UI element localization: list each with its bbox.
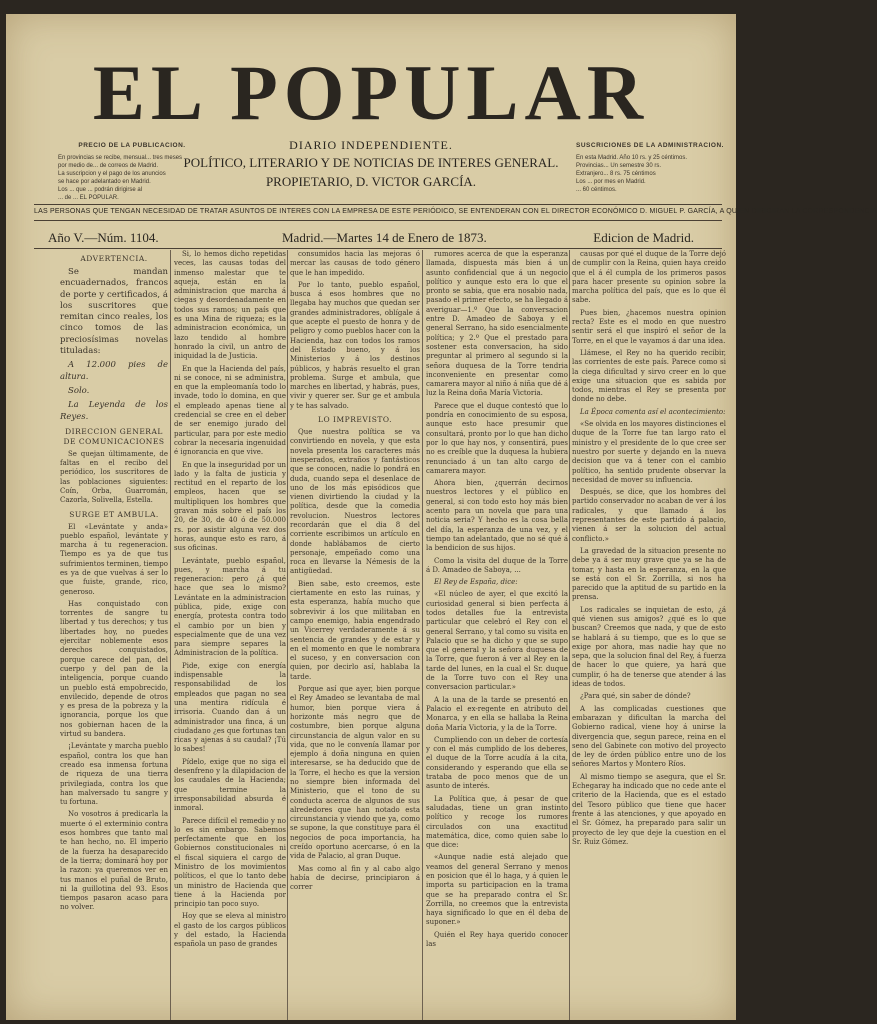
- divider: [34, 248, 722, 249]
- paragraph: El «Levántate y anda» pueblo español, levántate y marcha á tu regeneracion. Tiempo es ya de que tus sufrimientos terminen, tiempo es ya de que vuelvas á ser lo que fuiste, grande, rico, generoso.: [60, 522, 168, 596]
- paragraph: «El núcleo de ayer, el que excitó la curiosidad general si bien perfecta á todos detalles fue la entrevista particular que celebró el Rey con el general Serrano, y tal como su visita en Palacio que se ha dicho y que se supo que el general y la señora duquesa de la Torre, que fueron á ver al Rey en la tarde del lunes, en la cual el Sr. duque de la Torre tuvo con el Rey una conversacion particular.»: [426, 590, 568, 692]
- paragraph: Después, se dice, que los hombres del partido conservador no acaban de ver á los radicales, y que llamado á los representantes de este partido á palacio, vienen á ser la solucion del actual conflicto.»: [572, 488, 726, 543]
- paragraph: Parece difícil el remedio y no lo es sin embargo. Sabemos perfectamente que en los Gobiernos constitucionales ni el fiscal siquiera el cargo de Ministro de los movimientos políticos, el que lo tanto debe un ministro de Hacienda que tiene á la Hacienda por principio tan poco suyo.: [174, 816, 286, 909]
- novel-title: Solo.: [68, 385, 90, 396]
- price-line: En provincias se recibe, mensual... tres meses: [58, 154, 183, 161]
- paragraph: Porque así que ayer, bien porque el Rey Amadeo se levantaba de mal humor, bien porque viera á horizonte más negro que de costumbre, bien porque alguna circunstancia de algun valor en su vida, que no le convenía llamar por ejemplo á doña ninguna en quien interesarse, se ha deducido que de la Torre, el hecho es que la version no siempre bien informada del Ministerio, que el tono de su conducta acerca de algunos de sus alrededores que han notado esta circunstancia y viendo que ya, como se supone, la que constituye para él negocios de poca importancia, ha creído oportuno acercarse, ó en la vida de Palacio, al gran Duque.: [290, 685, 420, 861]
- paragraph: Los radicales se inquietan de esto, ¿á qué vienen sus amigos? ¿qué es lo que buscan? Creemos que nada, y que de esto se hablará á su tiempo, que es lo que se exige por ahora, mas nadie hay que no sepa, que la solucion final del Rey, á fuerza de hacer lo que quiere, ya hará que cumplir, ó ha de tenerse que atender á las ideas de todos.: [572, 605, 726, 689]
- paragraph: La Política que, á pesar de que saludadas, tiene un gran instinto político y recoge los rumores circulados con una exactitud matemática, dice, como quien sabe lo que dice:: [426, 794, 568, 850]
- divider: [34, 220, 722, 221]
- paragraph: Por lo tanto, pueblo español, busca á esos hombres que no llegaba hay muchos que quedan ser grandes administradores, oblígale á que acepte el puesto de honra y de peligro y como pueblos hacer con la Hacienda, haz con todos los ramos del Estado bueno, y á los Ministerios y á los destinos públicos, y habrás resuelto el gran problema. Surge et ambula, que marches en libertad, y habrás, pues, vivir y querer ser. Sur ge et ambula y te has salvado.: [290, 280, 420, 410]
- paragraph: Quién el Rey haya querido conocer las: [426, 930, 568, 949]
- column-rule: [287, 250, 288, 1020]
- paragraph: El Rey de España, dice:: [434, 578, 518, 587]
- paragraph: Bien sabe, esto creemos, este ciertamente en esto las ruinas, y esta esperanza, había mucho que sobrevivir á los que militaban en campo enemigo, habia engendrado un Vicerrey verdaderamente á su sentencia de grandes y de estar y en el momento en que le nombrara el suceso, y en conversacion con quien, por decirlo así, hablaba la tarde.: [290, 579, 420, 681]
- paragraph: Cumpliendo con un deber de cortesía y con el más cumplido de los deberes, el duque de la Torre acudía á la cita, considerando y esperando que ella se trataba de poco menos que de un asunto de interés.: [426, 735, 568, 791]
- paragraph: ¿Para qué, sin saber de dónde?: [580, 692, 691, 701]
- price-line: Los ... que ... podrán dirigirse al: [58, 187, 143, 194]
- price-box: [58, 142, 206, 202]
- advertencia-text: Se mandan encuadernados, francos de porte y certificados, á los suscritores que remitan cinco reales, los cinco tomos de las preciosísimas novelas tituladas:: [60, 266, 168, 357]
- issue-number: Año V.—Núm. 1104.: [48, 230, 159, 245]
- price-line: ... de ... EL POPULAR.: [58, 195, 119, 202]
- paragraph: En que la Hacienda del país, ni se conoce, ni se administra, en que la empleomanía todo lo invade, todo lo domina, en que el empleado apenas tiene al credencial se cree en el deber de ser enemigo jurado del particular, para por este medio cobrar la necesaria ingenuidad é ignorancia en que vive.: [174, 364, 286, 457]
- paragraph: Mas como al fin y al cabo algo había de decirse, principiaron á correr: [290, 864, 420, 892]
- paragraph: «Aunque nadie está alejado que veamos del general Serrano y menos en posicion que él lo haga, y á quien le importa su participacion en la trama que se ha preparado contra el Sr. Zorrilla, no creemos que la entrevista haya significado lo que en él deba de suponer.»: [426, 853, 568, 927]
- subscription-line: En esta Madrid. Año 10 rs. y 25 céntimos.: [576, 154, 688, 161]
- subscription-line: Provincias... Un semestre 30 rs.: [576, 162, 662, 169]
- paragraph: Ahora bien, ¿querrán decirnos nuestros lectores y el público en general, si con todo esto hoy más bien acento para un novela que para una noticia seria? Y hecho es la cosa bella del día, la esperanza de una vez, y el tiempo tan adelantado, que no sé qué á la bendicion de sus hijos.: [426, 479, 568, 553]
- paragraph: Llámese, el Rey no ha querido recibir, las corrientes de este país. Parece como si la ciega dificultad y sirvo creer en lo que exige una situacion que es sabida por todos, mientras el Rey se presenta por donde no debe.: [572, 348, 726, 404]
- issue-date: Madrid.—Martes 14 de Enero de 1873.: [282, 230, 487, 245]
- paragraph: Has conquistado con torrentes de sangre tu libertad y tus derechos; y tus libertades hoy, no puedes ejercitar noblemente esos derechos conquistados, porque carece del pan, del cuerpo y del pan de la inteligencia, porque cuando un pueblo está empobrecido, envilecido, depende de otros y es presa de la pobreza y la ignorancia, porque los que nos gobiernan hacen de la virtud su bandera.: [60, 599, 168, 739]
- paragraph: Hoy que se eleva al ministro el gasto de los cargos públicos y del estado, la Hacienda española un paso de grandes: [174, 912, 286, 949]
- price-line: por medio de... de correos de Madrid.: [58, 162, 159, 169]
- column-rule: [170, 250, 171, 1020]
- edition: Edicion de Madrid.: [593, 230, 694, 245]
- paragraph: Levántate, pueblo español, pues, y marcha á tu regeneracion: pero ¿á qué hace que sea lo mismo? Levántate en la administracion pública, pide, exige con energía, protesta contra todo el cambio por un bien y especialmente que de una vez para siempre separes la Administracion de la política.: [174, 556, 286, 658]
- column-rule: [422, 250, 423, 1020]
- paragraph: Pues bien, ¿hacemos nuestra opinion recta? Este es el modo en que nuestro sentir será el que inspiró el señor de la Torre, en el que le vayamos á dar una idea.: [572, 308, 726, 345]
- newspaper-page: [6, 14, 877, 1020]
- subscription-box-heading: SUSCRICIONES DE LA ADMINISTRACION.: [576, 142, 724, 149]
- paragraph: rumores acerca de que la esperanza llamada, dispuesta más bien á un asunto confidencial que á un negocio político y aunque esto era lo que el pronto se sabia, que era nosabio nada, pasado el primer efecto, se ha llegado á averiguar—1.º Que la conversacion entre D. Amadeo de Saboya y el general Serrano, ha sido esencialmente política; y 2.º Que el prestado para sostener esta conversacion, ha sido preguntar al primero al segundo si la señora duquesa de la Torre tendria inconveniente en presentar como camarera mayor al niño á niña que dé á luz la Reina doña María Victoria.: [426, 250, 568, 398]
- paragraph: A las complicadas cuestiones que embarazan y dificultan la marcha del Gobierno radical, viene hoy á unirse la divergencia que, segun parece, reina en el seno del Gabinete con motivo del proyecto de ley de órden público entre uno de los señores Martos y Montero Ríos.: [572, 704, 726, 769]
- correspondence-notice: LAS PERSONAS QUE TENGAN NECESIDAD DE TRATAR ASUNTOS DE INTERES CON LA EMPRESA DE ESTE PERIÓDICO, SE ENTENDERAN CON EL DIRECTOR ECONÓMICO D. MIGUEL P. GARCÍA, A QUIEN DIRIGIRAN LA CORRESPONDENCIA: [34, 208, 877, 215]
- paragraph: En que la inseguridad por un lado y la falta de justicia y rectitud en el reparto de los empleos, hacen que se multipliquen los hombres que gravan más sobre el país los 20, de 30, de 40 ó de 50.000 rs. por asistir alguna vez dos horas, aunque esto es raro, á sus oficinas.: [174, 460, 286, 553]
- subscription-box: [576, 142, 724, 194]
- subscription-line: Los ... por mes en Madrid.: [576, 179, 646, 186]
- paragraph: Pide, exige con energía indispensable la responsabilidad de los empleados que pagan no sea una mentira ridícula é irrisoria. Cuando dan á un administrador una finca, á un ciudadano ¿es que fortunas tan ricas y ajenas á su caudal? ¡Tú lo sabes!: [174, 661, 286, 754]
- heading-imprevisto: LO IMPREVISTO.: [318, 415, 392, 425]
- masthead-owner: PROPIETARIO, D. VICTOR GARCÍA.: [265, 174, 477, 189]
- subscription-line: Extranjero... 8 rs. 75 céntimos: [576, 170, 656, 177]
- paragraph: causas por qué el duque de la Torre dejó de cumplir con la Reina, quien haya creido que el á él cumpla de los primeros pasos para hacer presente su opinion sobre la marcha política del país, que es lo que él sabe.: [572, 250, 726, 305]
- paragraph: ¡Levántate y marcha pueblo español, contra los que han creado esa inmensa fortuna de riqueza de una tierra privilegiada, contra los que han malversado tu sangre y tu fortuna.: [60, 742, 168, 807]
- paragraph: Como la visita del duque de la Torre á D. Amadeo de Saboya, ...: [426, 556, 568, 574]
- column-rule: [569, 250, 570, 1020]
- paragraph: «Se olvida en los mayores distinciones el duque de la Torre fue tan largo rato el ministro y el presidente de lo que cree ser nuestro por suerte y dejando en la nueva decision que va á tener con el cambio político, ha sentido prudente observar la necesidad de mover su influencia.: [572, 420, 726, 484]
- paragraph: Que nuestra política se va convirtiendo en novela, y que esta novela presenta los caracteres más inesperados, extraños y fantásticos que se conocen, nadie lo pondrá en duda, cuando sepa el desenlace de uno de los más episódicos que vienen divirtiendo la ciudad y la política, desde que la comedia revolucion. Nuestros lectores recordarán que el dia 8 del corriente escribimos un artículo en donde hablábamos de cierto personaje, empeñado como una roca en llevarse la Némesis de la antigüedad.: [290, 428, 420, 576]
- paragraph: consumidos hacia las mejoras ó mercar las causas de todo género que le han impedido.: [290, 250, 420, 277]
- paragraph: Pídelo, exige que no siga el desenfreno y la dilapidacion de los caudales de la Hacienda; que termine la irresponsabilidad absurda é inmoral.: [174, 757, 286, 813]
- column-1: [60, 250, 168, 1020]
- paragraph: Al mismo tiempo se asegura, que el Sr. Echegaray ha indicado que no cede ante el criterio de la Hacienda, que es el estado del Tesoro público que tiene que hacer frente á las atenciones, y que apoyado en el Sr. Gómez, ha preparado para salir un proyecto de ley que deje la cuestion en el Sr. Ruiz Gómez.: [572, 772, 726, 846]
- paragraph: No vosotros á predicarla la muerte ó el exterminio contra esos hombres que tanto mal te han hecho, no. El imperio de la fuerza ha desaparecido de la tierra; dominará hoy por la razon: ya queremos ver en tus manos el puñal de Bruto, ni la guillotina del 93. Esos tiempos pasaron acaso para no volver.: [60, 810, 168, 912]
- paragraph: La gravedad de la situacion presente no debe ya á ser muy grave que ya se ha de tomar, y hasta en la esperanza, en la que se está con el Sr. Zorrilla, si nos ha parecido que la aptitud de su partido en la prensa.: [572, 546, 726, 602]
- paragraph: Si, lo hemos dicho repetidas veces, las causas todas del inmenso malestar que te aqueja, están en la administracion que marcha á ciegas y desordenadamente en todos sus ramos; un país que es una Mina de riqueza; es la administracion económica, un lazo tendido al hombre honrado la civil, un antro de iniquidad la de Justicia.: [174, 250, 286, 361]
- divider: [34, 204, 722, 205]
- paragraph: Se quejan últimamente, de faltas en el recibo del periódico, los suscritores de las poblaciones siguientes: Coín, Orba, Guarromán, Cazorla, Solivella, Estella.: [60, 449, 168, 505]
- price-box-heading: PRECIO DE LA PUBLICACION.: [78, 142, 186, 149]
- column-3: [290, 250, 420, 1020]
- paragraph: La Época comenta así el acontecimiento:: [580, 407, 726, 416]
- column-4: [426, 250, 568, 1020]
- novel-title: A 12.000 pies de altura.: [60, 360, 168, 382]
- price-line: La suscripcion y el pago de los anuncios: [58, 170, 166, 177]
- masthead-tagline: POLÍTICO, LITERARIO Y DE NOTICIAS DE INTERES GENERAL.: [183, 155, 559, 170]
- dateline: [34, 228, 722, 248]
- novel-title: La Leyenda de los Reyes.: [60, 400, 168, 422]
- subscription-line: ... 60 céntimos.: [576, 187, 617, 194]
- price-line: se hace por adelantado en Madrid.: [58, 179, 151, 186]
- masthead-title: EL POPULAR: [92, 49, 650, 136]
- column-5: [572, 250, 726, 1020]
- paragraph: A la una de la tarde se presentó en Palacio el ex-regente en atributo del Monarca, y en ella se hallaba la Reina doña María Victoria, y la de la Torre.: [426, 695, 568, 732]
- heading-surge: SURGE ET AMBULA.: [69, 509, 159, 519]
- column-2: [174, 250, 286, 1020]
- heading-comunicaciones: DIRECCION GENERAL DE COMUNICACIONES: [63, 426, 165, 446]
- paragraph: Parece que el duque contestó que lo pondría en conocimiento de su esposa, aunque esto hace presumir que consultará, pronto por lo que han dicho por lo que hay nos, y consentirá, pues no es creíble que la duquesa la hubiera renunciado á un tan alto cargo de camarera mayor.: [426, 401, 568, 475]
- heading-advertencia: ADVERTENCIA.: [80, 254, 148, 263]
- masthead-subtitle: DIARIO INDEPENDIENTE.: [289, 138, 453, 152]
